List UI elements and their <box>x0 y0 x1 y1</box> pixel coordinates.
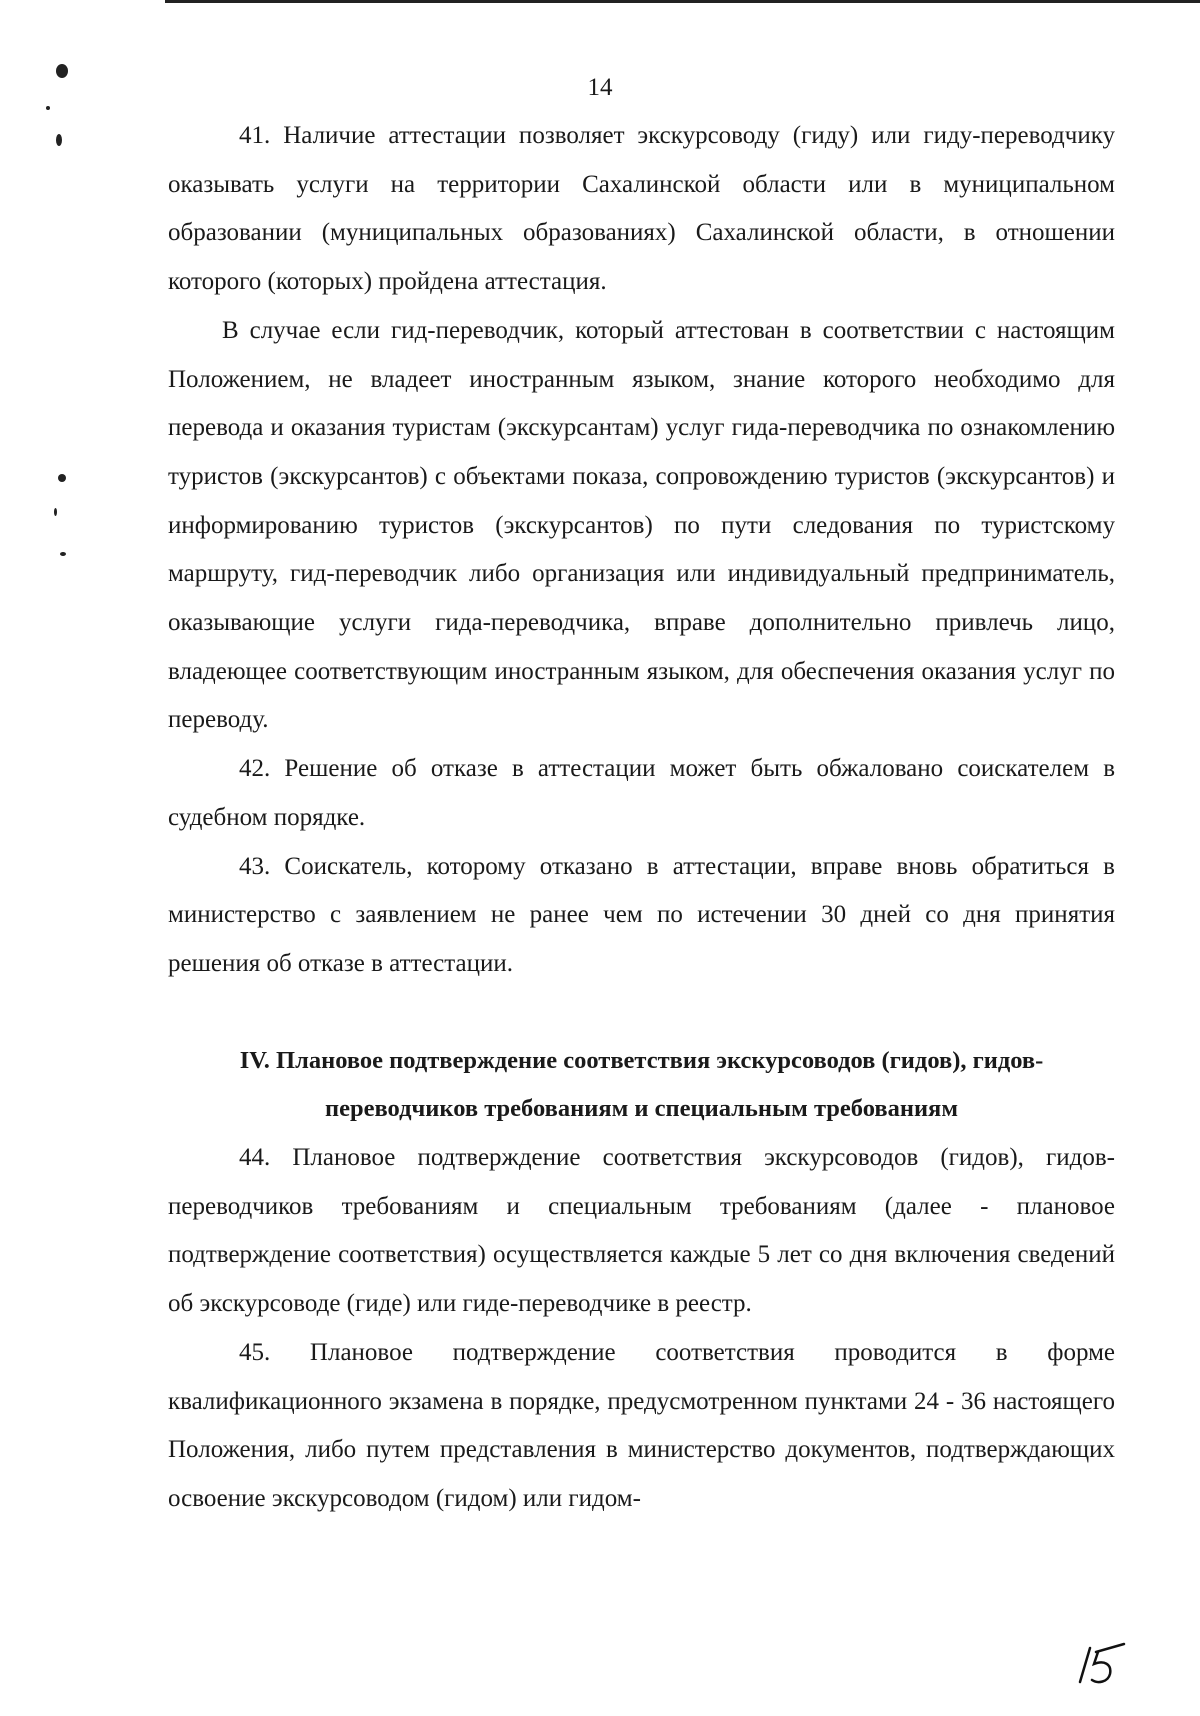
paragraph-interpreter: В случае если гид-переводчик, который аттестован в соответствии с настоящим Положением, не владеет иностранным языком, знание которого необходимо для перевода и оказания туристам (экскурсантам) услуг гида-переводчика по ознакомлению туристов (экскурсантов) с объектами показа, сопровождению туристов (экскурсантов) и информированию туристов (экскурсантов) по пути следования по туристскому маршруту, гид-переводчик либо организация или индивидуальный предприниматель, оказывающие услуги гида-переводчика, вправе дополнительно привлечь лицо, владеющее соответствующим иностранным языком, для обеспечения оказания услуг по переводу. <box>168 316 1115 734</box>
page-number: 14 <box>587 74 613 101</box>
section-gap <box>168 989 1115 1037</box>
section-heading: IV. Плановое подтверждение соответствия экскурсоводов (гидов), гидов-переводчиков требованиям и специальным требованиям <box>239 1046 1044 1123</box>
paragraph-42: 42. Решение об отказе в аттестации может быть обжаловано соискателем в судебном порядке. <box>168 755 1115 831</box>
scan-artifact <box>46 106 50 110</box>
scan-artifact <box>54 508 57 516</box>
scan-artifact <box>58 474 66 482</box>
scan-artifact <box>60 552 66 556</box>
paragraph-45: 45. Плановое подтверждение соответствия проводится в форме квалификационного экзамена в порядке, предусмотренном пунктами 24 - 36 настоящего Положения, либо путем представления в министерство документов, подтверждающих освоение экскурсоводом (гидом) или гидом- <box>168 1338 1115 1512</box>
handwritten-page-mark <box>1070 1630 1130 1690</box>
scan-artifact <box>56 134 62 146</box>
paragraph-43: 43. Соискатель, которому отказано в аттестации, вправе вновь обратиться в министерство с заявлением не ранее чем по истечении 30 дней со дня принятия решения об отказе в аттестации. <box>168 852 1115 977</box>
paragraph-44: 44. Плановое подтверждение соответствия экскурсоводов (гидов), гидов-переводчиков требованиям и специальным требованиям (далее - плановое подтверждение соответствия) осуществляется каждые 5 лет со дня включения сведений об экскурсоводе (гиде) или гиде-переводчике в реестр. <box>168 1144 1115 1318</box>
body-text <box>168 112 1115 1524</box>
top-border-line <box>165 0 1200 3</box>
paragraph-41: 41. Наличие аттестации позволяет экскурсоводу (гиду) или гиду-переводчику оказывать услуги на территории Сахалинской области или в муниципальном образовании (муниципальных образованиях) Сахалинской области, в отношении которого (которых) пройдена аттестация. <box>168 122 1115 296</box>
